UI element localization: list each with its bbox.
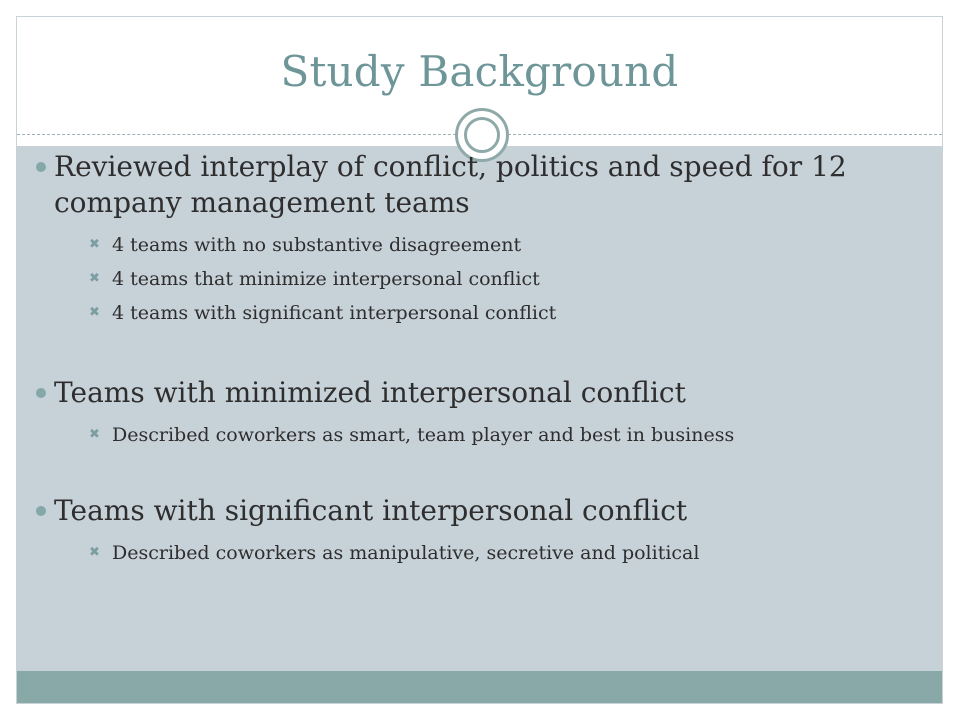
- x-mark-bullet-icon: ✖: [89, 305, 100, 320]
- circle-bullet-icon: [36, 162, 46, 172]
- sub-bullet-item: [36, 423, 896, 447]
- sub-bullet-text: Described coworkers as smart, team player and best in business: [112, 424, 735, 446]
- sub-bullet-text: Described coworkers as manipulative, secretive and political: [112, 542, 700, 564]
- x-mark-bullet-icon: ✖: [89, 237, 100, 252]
- footer-bar: [17, 671, 942, 704]
- sub-bullet-text: 4 teams with no substantive disagreement: [112, 234, 522, 256]
- sub-bullet-item: [36, 267, 896, 291]
- x-mark-bullet-icon: ✖: [89, 545, 100, 560]
- sub-bullet-item: [36, 301, 896, 325]
- circle-ornament-inner: [464, 117, 500, 153]
- x-mark-bullet-icon: ✖: [89, 427, 100, 442]
- sub-bullet-text: 4 teams that minimize interpersonal conflict: [112, 268, 540, 290]
- bullet-list: [36, 149, 896, 565]
- bullet-text: Reviewed interplay of conflict, politics and speed for 12 company management teams: [54, 150, 847, 219]
- bullet-item: [36, 149, 896, 221]
- circle-bullet-icon: [36, 506, 46, 516]
- bullet-text: Teams with significant interpersonal conflict: [54, 494, 688, 527]
- sub-bullet-item: [36, 233, 896, 257]
- sub-bullet-item: [36, 541, 896, 565]
- slide-title: Study Background: [280, 47, 679, 96]
- bullet-item: [36, 375, 896, 411]
- bullet-text: Teams with minimized interpersonal conflict: [54, 376, 686, 409]
- circle-bullet-icon: [36, 388, 46, 398]
- sub-bullet-text: 4 teams with significant interpersonal conflict: [112, 302, 557, 324]
- bullet-item: [36, 493, 896, 529]
- x-mark-bullet-icon: ✖: [89, 271, 100, 286]
